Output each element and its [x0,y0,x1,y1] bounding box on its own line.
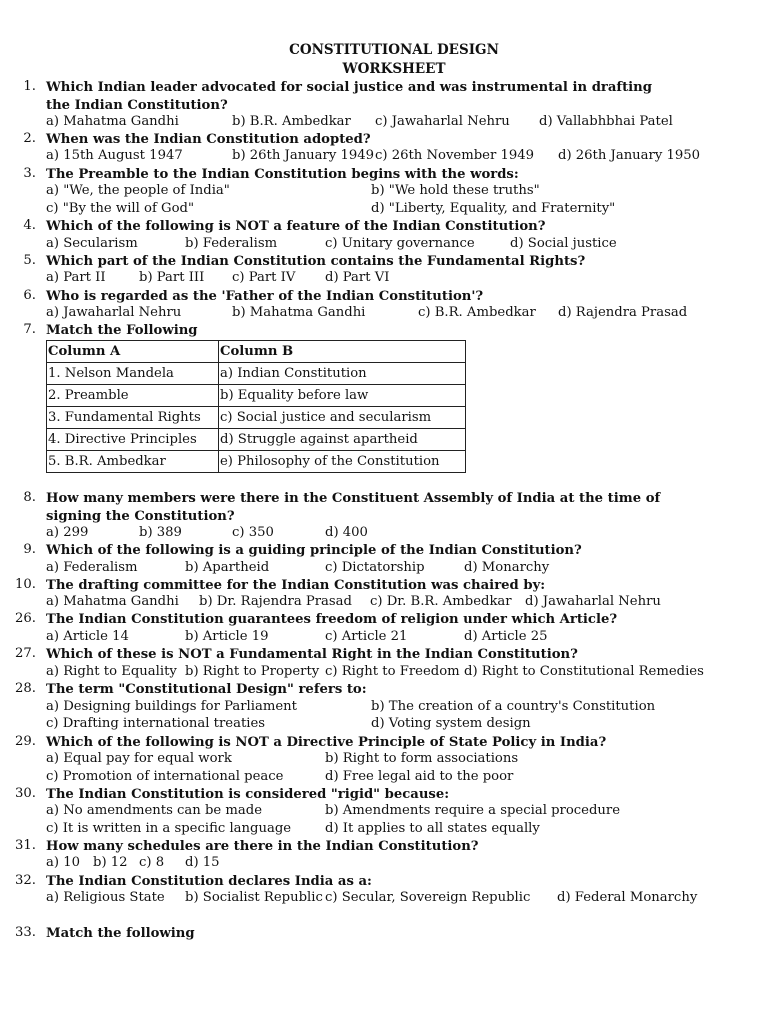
question-text: Who is regarded as the 'Father of the Indian Constitution'? [46,289,484,304]
option-d: d) 15 [185,855,220,870]
question-text: The drafting committee for the Indian Constitution was chaired by: [46,578,546,593]
option-d: d) Social justice [510,236,617,251]
question-number: 27. [15,646,36,661]
question-text: Which of the following is NOT a Directive Principle of State Policy in India? [46,735,607,750]
column-a-cell: 3. Fundamental Rights [47,407,219,429]
question-number: 9. [23,542,36,557]
question-number: 31. [15,838,36,853]
option-d: d) Free legal aid to the poor [325,769,514,784]
option-b: b) Right to Property [185,664,320,679]
option-d: d) Article 25 [464,629,548,644]
option-b: b) Federalism [185,236,278,251]
option-c: c) Jawaharlal Nehru [375,114,510,129]
option-a: a) Designing buildings for Parliament [46,699,297,714]
option-d: d) Rajendra Prasad [558,305,688,320]
option-a: a) Mahatma Gandhi [46,594,179,609]
column-b-cell: d) Struggle against apartheid [219,429,466,451]
question-text: Match the following [46,926,195,941]
question-number: 6. [23,288,36,303]
table-row [47,385,466,407]
option-b: b) B.R. Ambedkar [232,114,351,129]
option-a: a) Mahatma Gandhi [46,114,179,129]
option-d: d) "Liberty, Equality, and Fraternity" [371,201,616,216]
option-b: b) "We hold these truths" [371,183,540,198]
option-a: a) Part II [46,270,106,285]
question-number: 26. [15,611,36,626]
question-text: Which part of the Indian Constitution contains the Fundamental Rights? [46,254,586,269]
worksheet-subtitle: WORKSHEET [342,61,446,77]
question-text: The Indian Constitution declares India as a: [46,874,372,889]
question-text: When was the Indian Constitution adopted? [46,132,371,147]
table-row [47,451,466,473]
question-text: Which of the following is NOT a feature of the Indian Constitution? [46,219,546,234]
option-a: a) Equal pay for equal work [46,751,232,766]
question-text: Which of the following is a guiding principle of the Indian Constitution? [46,543,582,558]
option-d: d) Jawaharlal Nehru [525,594,661,609]
question-number: 30. [15,786,36,801]
question-text: How many schedules are there in the Indian Constitution? [46,839,479,854]
column-b-cell: e) Philosophy of the Constitution [219,451,466,473]
column-b-cell: b) Equality before law [219,385,466,407]
match-table [46,340,466,473]
option-c: c) 350 [232,525,274,540]
question-text: The term "Constitutional Design" refers to: [46,682,367,697]
question-number: 2. [23,131,36,146]
option-d: d) 400 [325,525,368,540]
option-b: b) Article 19 [185,629,269,644]
option-b: b) Dr. Rajendra Prasad [199,594,352,609]
column-a-header: Column A [47,341,219,363]
question-number: 4. [23,218,36,233]
option-a: a) 299 [46,525,89,540]
option-c: c) Dr. B.R. Ambedkar [370,594,512,609]
question-text: The Indian Constitution is considered "rigid" because: [46,787,450,802]
worksheet-title: CONSTITUTIONAL DESIGN [289,42,499,58]
option-d: d) Vallabhbhai Patel [539,114,673,129]
option-c: c) Article 21 [325,629,408,644]
question-number: 8. [23,490,36,505]
option-c: c) Drafting international treaties [46,716,266,731]
option-a: a) 10 [46,855,80,870]
option-c: c) Dictatorship [325,560,425,575]
table-header-row [47,341,466,363]
option-b: b) 389 [139,525,182,540]
question-text: Which Indian leader advocated for social justice and was instrumental in drafting the Indian Constitution? [46,80,652,113]
option-a: a) Jawaharlal Nehru [46,305,182,320]
option-c: c) 8 [139,855,165,870]
question-number: 10. [15,577,36,592]
option-b: b) Mahatma Gandhi [232,305,366,320]
option-c: c) "By the will of God" [46,201,195,216]
option-c: c) Part IV [232,270,296,285]
option-b: b) The creation of a country's Constitution [371,699,656,714]
question-text: Which of these is NOT a Fundamental Right in the Indian Constitution? [46,647,578,662]
option-b: b) Socialist Republic [185,890,323,905]
option-a: a) No amendments can be made [46,803,263,818]
table-row [47,429,466,451]
option-a: a) Secularism [46,236,138,251]
column-a-cell: 4. Directive Principles [47,429,219,451]
question-number: 7. [23,322,36,337]
question-number: 1. [23,79,36,94]
table-row [47,407,466,429]
option-b: b) Amendments require a special procedure [325,803,621,818]
option-c: c) It is written in a specific language [46,821,292,836]
column-a-cell: 1. Nelson Mandela [47,363,219,385]
question-number: 32. [15,873,36,888]
option-c: c) 26th November 1949 [375,148,535,163]
option-c: c) Promotion of international peace [46,769,284,784]
option-c: c) Secular, Sovereign Republic [325,890,531,905]
question-number: 5. [23,253,36,268]
option-c: c) B.R. Ambedkar [418,305,536,320]
question-text: How many members were there in the Constituent Assembly of India at the time of signing the Constitution? [46,491,661,524]
option-b: b) Apartheid [185,560,270,575]
option-d: d) Monarchy [464,560,550,575]
column-a-cell: 5. B.R. Ambedkar [47,451,219,473]
column-b-cell: a) Indian Constitution [219,363,466,385]
question-text: The Indian Constitution guarantees freedom of religion under which Article? [46,612,618,627]
option-d: d) It applies to all states equally [325,821,540,836]
option-b: b) Right to form associations [325,751,519,766]
option-a: a) Religious State [46,890,165,905]
option-d: d) 26th January 1950 [558,148,701,163]
option-a: a) Federalism [46,560,138,575]
option-a: a) Article 14 [46,629,129,644]
option-c: c) Unitary governance [325,236,475,251]
question-text: The Preamble to the Indian Constitution begins with the words: [46,167,519,182]
question-number: 33. [15,925,36,940]
option-d: d) Right to Constitutional Remedies [464,664,704,679]
table-row [47,363,466,385]
question-text: Match the Following [46,323,198,338]
option-a: a) 15th August 1947 [46,148,183,163]
question-number: 28. [15,681,36,696]
option-a: a) "We, the people of India" [46,183,230,198]
column-b-cell: c) Social justice and secularism [219,407,466,429]
option-b: b) 26th January 1949 [232,148,375,163]
option-b: b) 12 [93,855,128,870]
column-a-cell: 2. Preamble [47,385,219,407]
option-c: c) Right to Freedom [325,664,460,679]
column-b-header: Column B [219,341,466,363]
question-number: 29. [15,734,36,749]
option-a: a) Right to Equality [46,664,177,679]
option-d: d) Voting system design [371,716,531,731]
option-d: d) Federal Monarchy [557,890,698,905]
option-b: b) Part III [139,270,205,285]
option-d: d) Part VI [325,270,390,285]
question-number: 3. [23,166,36,181]
